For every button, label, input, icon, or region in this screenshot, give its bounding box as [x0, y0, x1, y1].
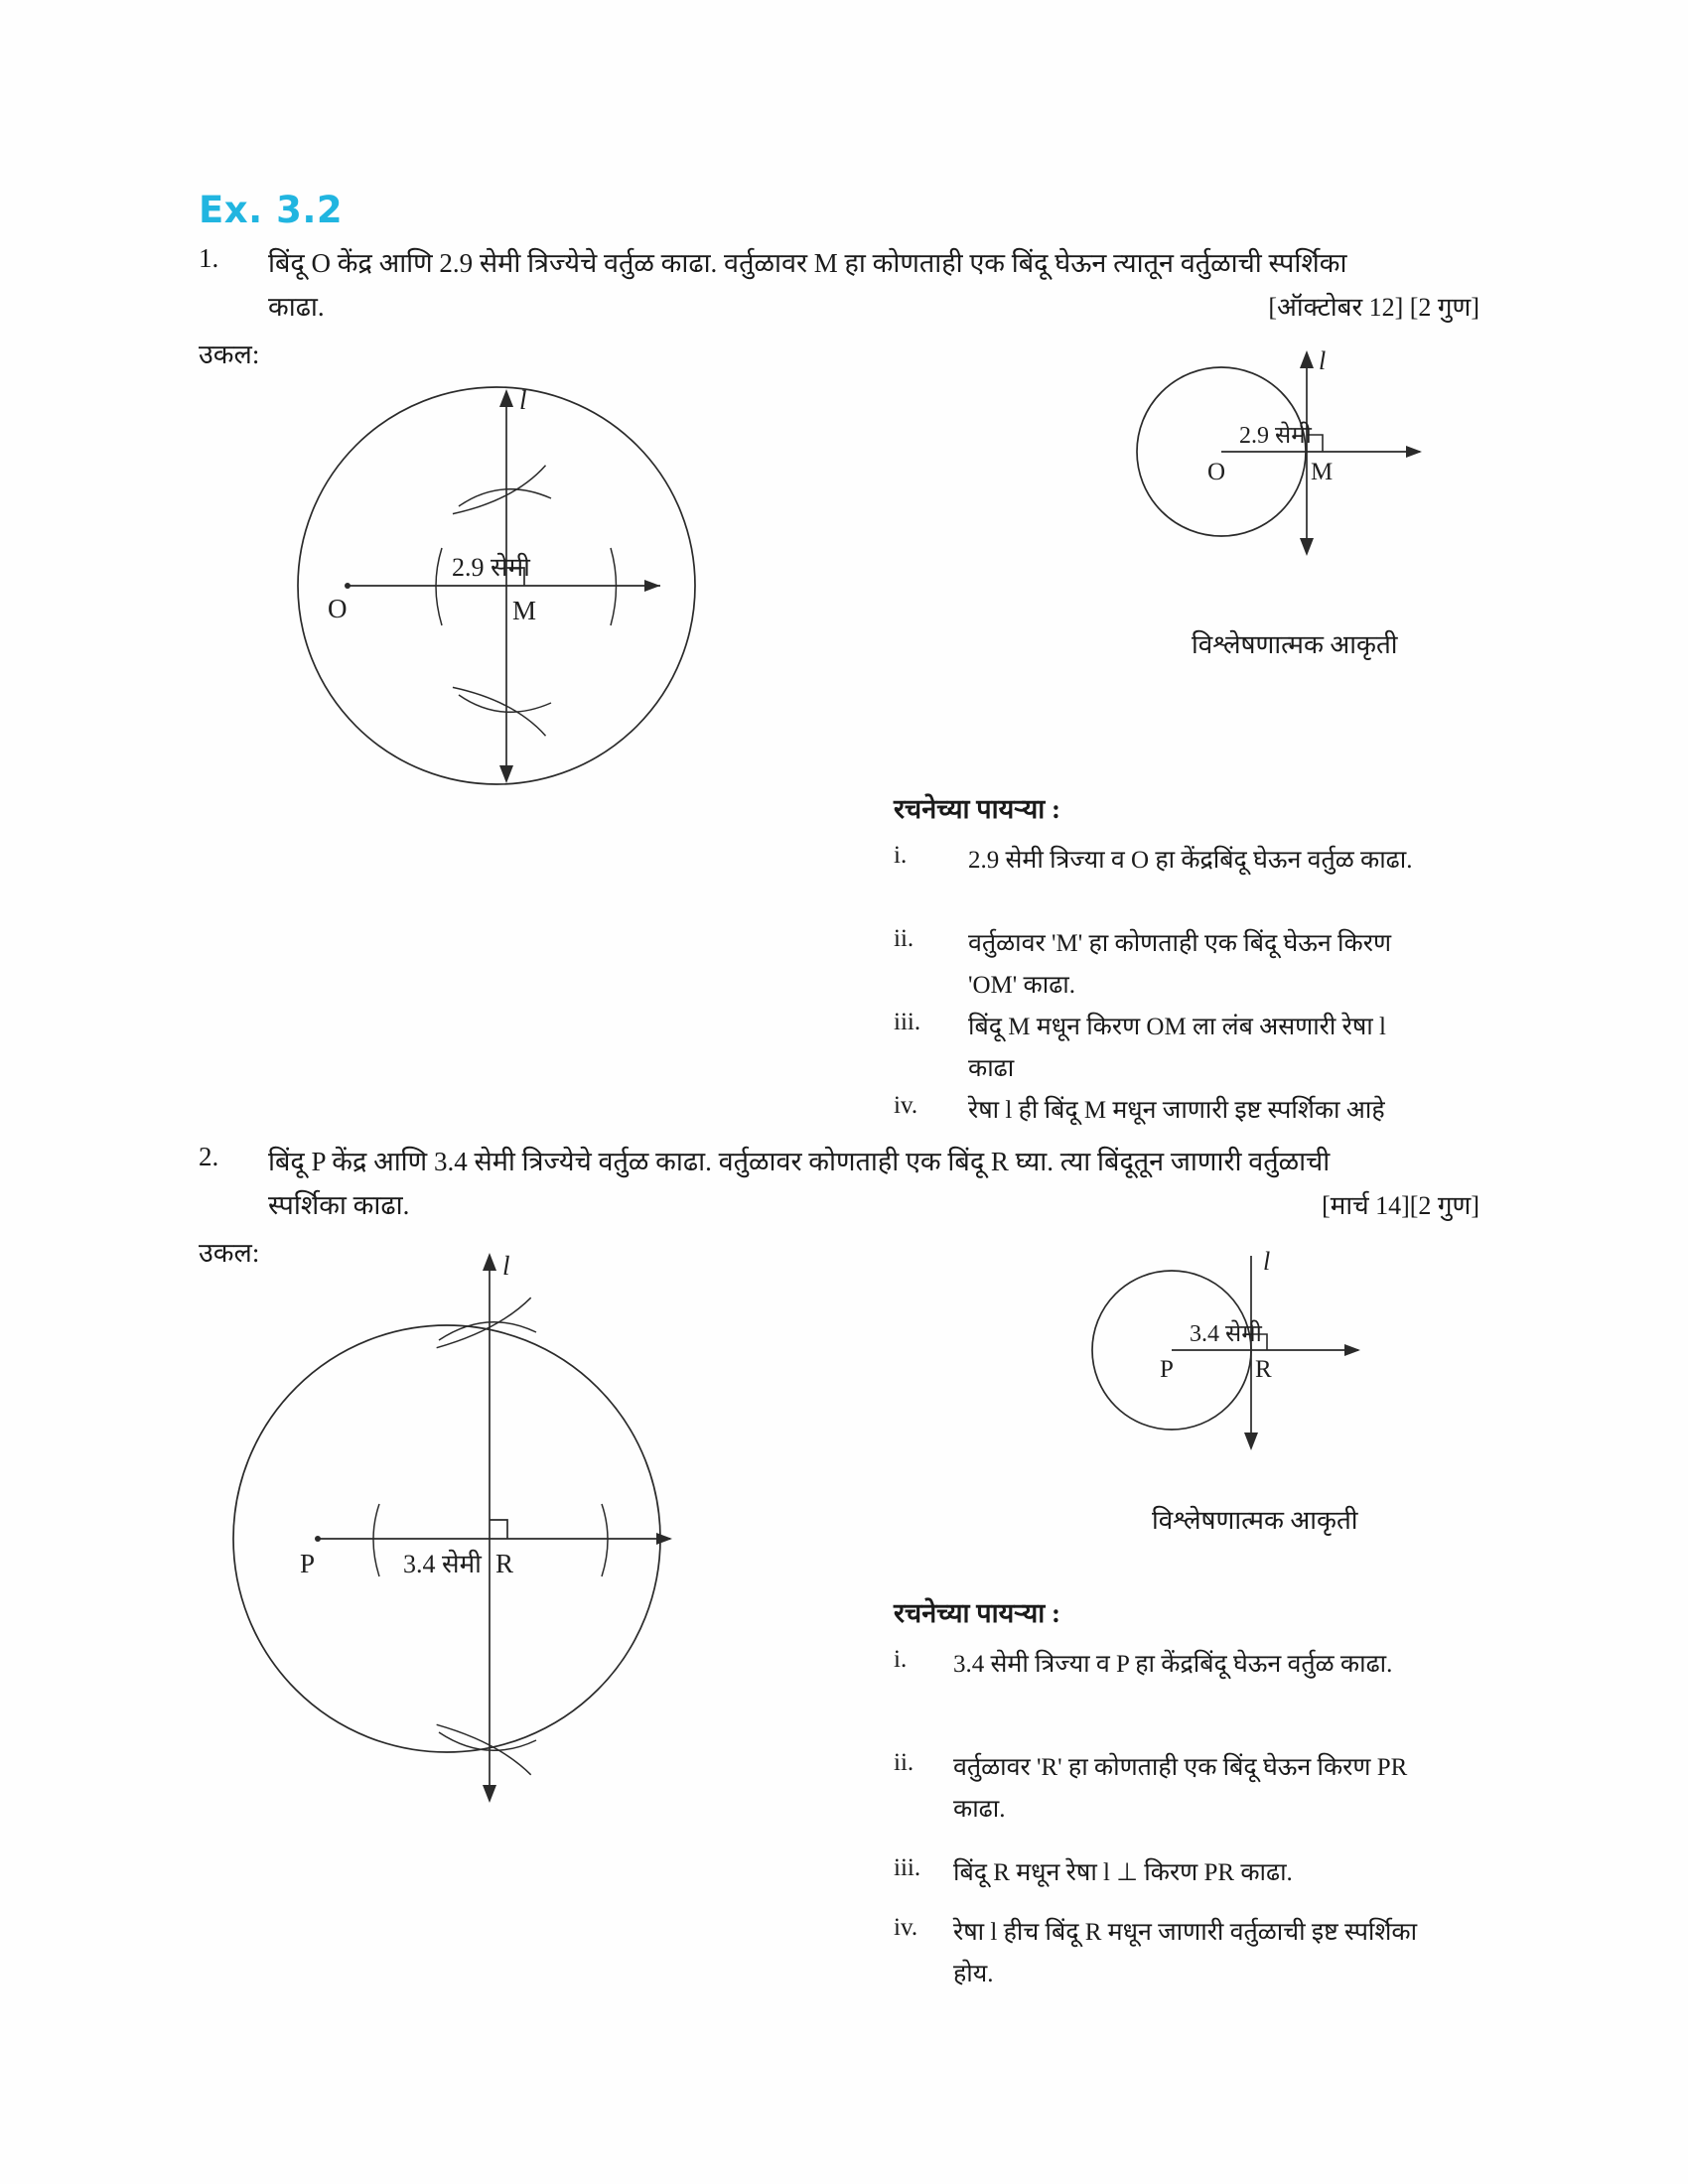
question-2-point-label: R [495, 1549, 514, 1578]
question-2-step-4-text: रेषा l हीच बिंदू R मधून जाणारी वर्तुळाची इष्ट स्पर्शिका होय. [953, 1919, 1418, 1987]
q1-analytical-line-label: l [1319, 346, 1327, 375]
question-2-step-3-roman: iii. [894, 1854, 921, 1881]
question-2-marks: [मार्च 14][2 गुण] [1322, 1191, 1479, 1220]
question-2-line-label: l [502, 1251, 510, 1281]
question-2-step-1-text: 3.4 सेमी त्रिज्या व P हा केंद्रबिंदू घेऊन वर्तुळ काढा. [953, 1651, 1393, 1678]
question-1-step-2-text: वर्तुळावर 'M' हा कोणताही एक बिंदू घेऊन किरण 'OM' काढा. [968, 930, 1392, 999]
question-2-radius-label: 3.4 सेमी [403, 1550, 482, 1578]
question-1-point-label: M [512, 596, 537, 625]
question-1-main-figure [268, 387, 904, 953]
question-1-step-3-text: बिंदू M मधून किरण OM ला लंब असणारी रेषा l काढा [968, 1014, 1386, 1082]
question-1-marks: [ऑक्टोबर 12] [2 गुण] [1268, 293, 1479, 322]
question-2-text-line2: स्पर्शिका काढा. [268, 1190, 410, 1220]
question-2-step-2-text: वर्तुळावर 'R' हा कोणताही एक बिंदू घेऊन किरण PR काढा. [953, 1754, 1408, 1823]
q1-analytical-point-label: M [1311, 459, 1334, 485]
question-1-number: 1. [199, 243, 219, 273]
question-1-step-4-roman: iv. [894, 1092, 918, 1119]
question-1-analytical-caption: विश्लेषणात्मक आकृती [1192, 630, 1398, 659]
q2-analytical-center-label: P [1160, 1356, 1174, 1383]
question-2-steps-title: रचनेच्या पायऱ्या : [894, 1598, 1060, 1628]
question-1-analytical-figure [1112, 347, 1450, 576]
question-2-step-3-text: बिंदू R मधून रेषा l ⊥ किरण PR काढा. [953, 1859, 1293, 1886]
question-2-main-figure [209, 1241, 904, 1916]
question-2-number: 2. [199, 1142, 219, 1171]
question-1-line-label: l [519, 385, 527, 415]
question-2-solution-label: उकल: [199, 1238, 260, 1268]
question-2-step-1-roman: i. [894, 1646, 908, 1673]
question-1-solution-label: उकल: [199, 340, 260, 369]
q2-analytical-line-label: l [1263, 1247, 1271, 1276]
question-1-center-label: O [328, 594, 348, 623]
q1-analytical-radius-label: 2.9 सेमी [1239, 423, 1312, 449]
question-1-steps-title: रचनेच्या पायऱ्या : [894, 794, 1060, 824]
question-1-step-1-text: 2.9 सेमी त्रिज्या व O हा केंद्रबिंदू घेऊन वर्तुळ काढा. [968, 847, 1413, 874]
question-1-text-line1: बिंदू O केंद्र आणि 2.9 सेमी त्रिज्येचे वर्तुळ काढा. वर्तुळावर M हा कोणताही एक बिंदू घेऊन त्यातून वर्तुळाची स्पर्शिका [268, 248, 1347, 278]
question-2-analytical-figure [1072, 1247, 1410, 1464]
question-1-text-line2: काढा. [268, 292, 325, 322]
question-2-text-line1: बिंदू P केंद्र आणि 3.4 सेमी त्रिज्येचे वर्तुळ काढा. वर्तुळावर कोणताही एक बिंदू R घ्या. त्या बिंदूतून जाणारी वर्तुळाची [268, 1147, 1331, 1176]
question-1-step-4-text: रेषा l ही बिंदू M मधून जाणारी इष्ट स्पर्शिका आहे [968, 1097, 1385, 1124]
question-2-step-2-roman: ii. [894, 1749, 914, 1776]
q1-analytical-center-label: O [1207, 459, 1226, 485]
question-2-center-label: P [300, 1549, 316, 1578]
question-1-radius-label: 2.9 सेमी [452, 553, 530, 582]
q2-analytical-radius-label: 3.4 सेमी [1190, 1321, 1262, 1347]
question-1-step-3-roman: iii. [894, 1009, 921, 1035]
question-1-step-1-roman: i. [894, 842, 908, 869]
q2-analytical-point-label: R [1255, 1356, 1272, 1383]
question-2-step-4-roman: iv. [894, 1914, 918, 1941]
question-1-step-2-roman: ii. [894, 925, 914, 952]
page-title: Ex. 3.2 [199, 189, 344, 231]
question-2-analytical-caption: विश्लेषणात्मक आकृती [1152, 1506, 1358, 1535]
